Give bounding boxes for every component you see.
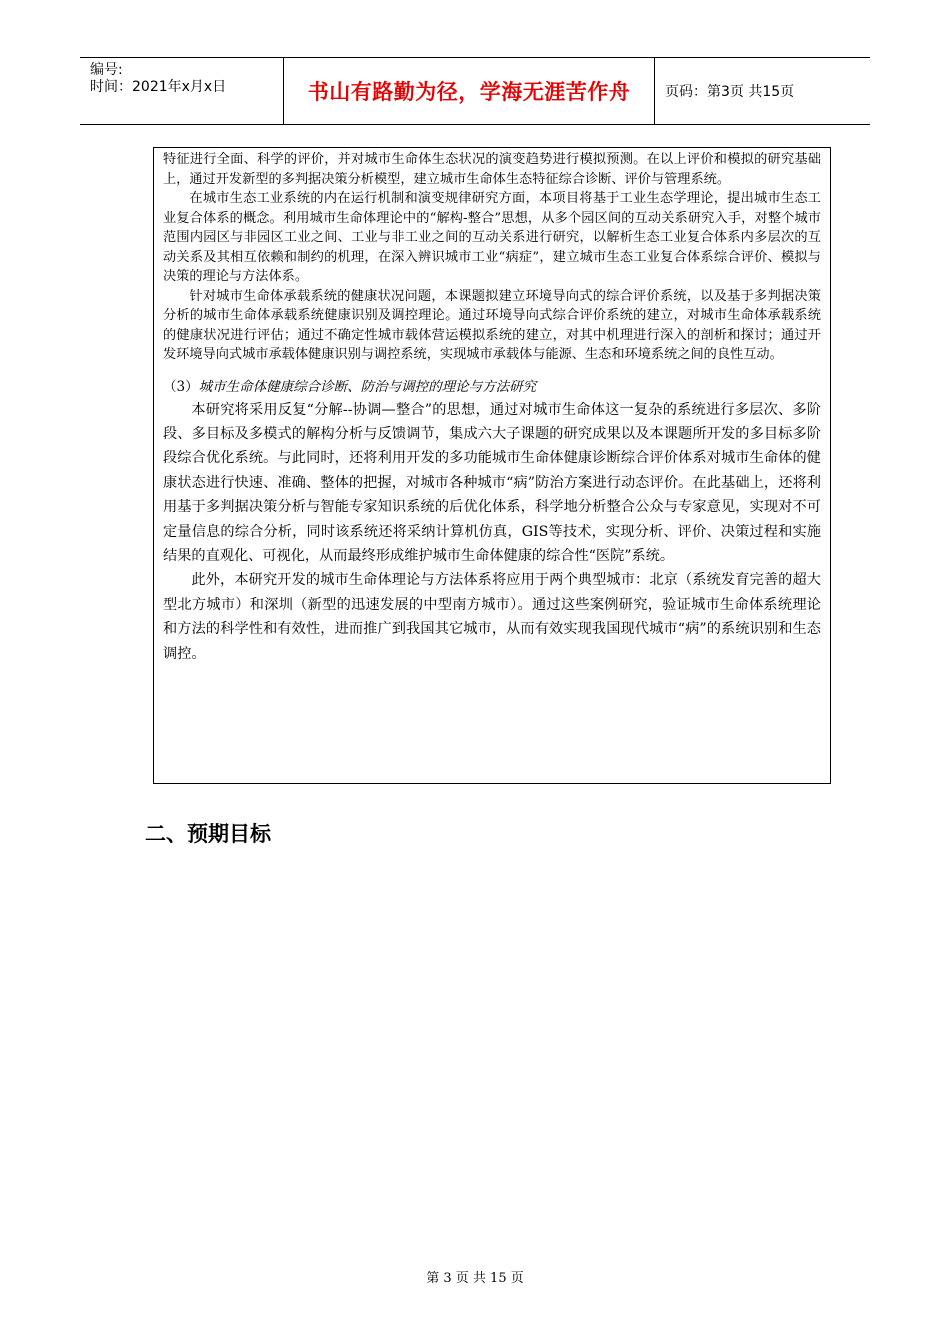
page-header — [80, 57, 870, 125]
page-footer: 第 3 页 共 15 页 — [426, 1271, 524, 1286]
subsection-number: （3） — [163, 378, 199, 395]
doc-number-label: 编号: — [90, 62, 123, 78]
paragraph-2: 在城市生态工业系统的内在运行机制和演变规律研究方面，本项目将基于工业生态学理论，提出城市生态工业复合体系的概念。利用城市生命体理论中的“解构-整合”思想，从多个园区间的互动关系研究入手，对整个城市范围内园区与非园区工业之间、工业与非工业之间的互动关系进行研究，以解析生态工业复合体系内多层次的互动关系及其相互依赖和制约的机理，在深入辨识城市工业“病症”，建立城市生态工业复合体系综合评价、模拟与决策的理论与方法体系。 — [163, 191, 821, 284]
paragraph-3: 针对城市生命体承载系统的健康状况问题，本课题拟建立环境导向式的综合评价系统，以及基于多判据决策分析的城市生命体承载系统健康识别及调控理论。通过环境导向式综合评价系统的建立，对城市生命体承载系统的健康状况进行评估；通过不确定性城市载体营运模拟系统的建立，对其中机理进行深入的剖析和探讨；通过开发环境导向式城市承载体健康识别与调控系统，实现城市承载体与能源、生态和环境系统之间的良性互动。 — [163, 288, 821, 362]
section-heading: 二、预期目标 — [145, 822, 271, 846]
paragraph-5: 此外，本研究开发的城市生命体理论与方法体系将应用于两个典型城市：北京（系统发育完善的超大型北方城市）和深圳（新型的迅速发展的中型南方城市）。通过这些案例研究，验证城市生命体系统理论和方法的科学性和有效性，进而推广到我国其它城市，从而有效实现我国现代城市“病”的系统识别和生态调控。 — [163, 572, 821, 662]
paragraph-4: 本研究将采用反复“分解--协调—整合”的思想，通过对城市生命体这一复杂的系统进行多层次、多阶段、多目标及多模式的解构分析与反馈调节，集成六大子课题的研究成果以及本课题所开发的多目标多阶段综合优化系统。与此同时，还将利用开发的多功能城市生命体健康诊断综合评价体系对城市生命体的健康状态进行快速、准确、整体的把握，对城市各种城市“病”防治方案进行动态评价。在此基础上，还将利用基于多判据决策分析与智能专家知识系统的后优化体系，科学地分析整合公众与专家意见，实现对不可定量信息的综合分析，同时该系统还将采纳计算机仿真，GIS等技术，实现分析、评价、决策过程和实施结果的直观化、可视化，从而最终形成维护城市生命体健康的综合性“医院”系统。 — [163, 401, 821, 564]
header-motto: 书山有路勤为径，学海无涯苦作舟 — [283, 58, 655, 124]
time-label: 时间：2021年x月x日 — [90, 79, 227, 95]
subsection-title: 城市生命体健康综合诊断、防治与调控的理论与方法研究 — [198, 378, 537, 395]
paragraph-1: 特征进行全面、科学的评价，并对城市生命体生态状况的演变趋势进行模拟预测。在以上评价和模拟的研究基础上，通过开发新型的多判据决策分析模型，建立城市生命体生态特征综合诊断、评价与管理系统。 — [163, 152, 821, 187]
header-meta — [90, 62, 280, 96]
subsection-heading — [163, 376, 821, 398]
header-page-number: 页码：第3页 共15页 — [665, 84, 795, 100]
content-box — [153, 147, 831, 784]
